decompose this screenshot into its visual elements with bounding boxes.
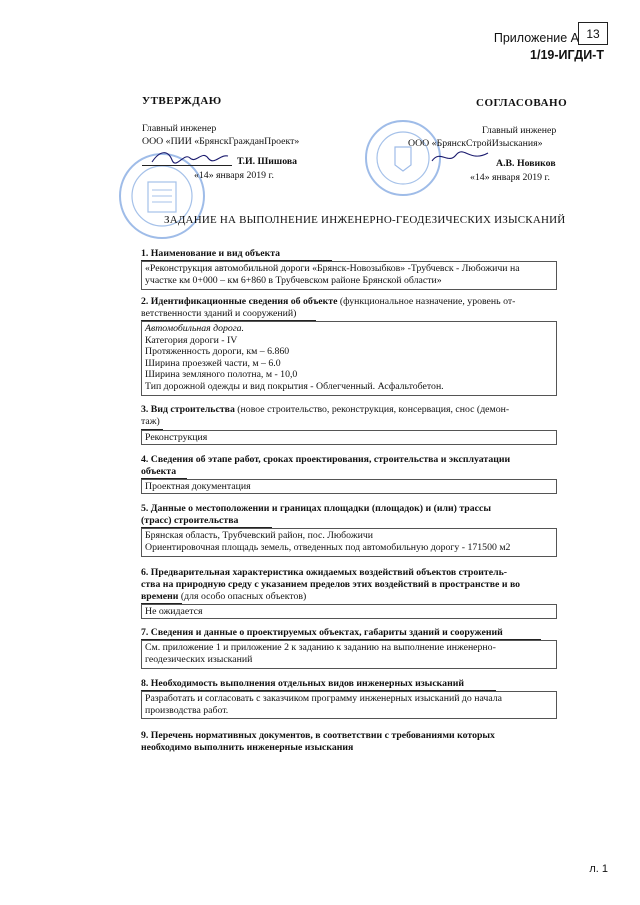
agree-title: СОГЛАСОВАНО [476,97,568,109]
sheet-number: л. 1 [589,863,608,875]
approve-date: «14» января 2019 г. [194,170,274,181]
section-7-heading: 7. Сведения и данные о проектируемых объектах, габариты зданий и сооружений [141,627,503,638]
agree-date: «14» января 2019 г. [470,172,550,183]
section-2-heading-cont: ветственности зданий и сооружений) [141,308,297,319]
section-2-heading: 2. Идентификационные сведения об объекте (функциональное назначение, уровень от- [141,296,516,307]
approve-position: Главный инженер [142,123,217,134]
section-5-box: Брянская область, Трубчевский район, пос. Любожичи Ориентировочная площадь земель, отведенных под автомобильную дорогу - 171500 м2 [141,528,557,557]
section-4-heading-cont: объекта [141,466,177,477]
section-5-heading-cont: (трасс) строительства [141,515,239,526]
section-6-box: Не ожидается [141,604,557,619]
section-5-heading: 5. Данные о местоположении и границах площадки (площадок) и (или) трассы [141,503,491,514]
agree-signature [430,147,490,167]
section-7-box: См. приложение 1 и приложение 2 к заданию к заданию на выполнение инженерно- геодезических изысканий [141,640,557,669]
section-2-box: Автомобильная дорога. Категория дороги - IV Протяженность дороги, км – 6.860 Ширина проезжей части, м – 6.0 Ширина земляного полотна, м - 10,0 Тип дорожной одежды и вид покрытия - Облегченный. Асфальтобетон. [141,321,557,396]
agree-name: А.В. Новиков [496,158,556,169]
section-6-heading: 6. Предварительная характеристика ожидаемых воздействий объектов строитель- [141,567,508,578]
section-1-box: «Реконструкция автомобильной дороги «Брянск-Новозыбков» -Трубчевск - Любожичи на участке км 0+000 – км 6+860 в Трубчевском районе Брянской области» [141,261,557,290]
section-8-box: Разработать и согласовать с заказчиком программу инженерных изысканий до начала производства работ. [141,691,557,719]
document-number: 1/19-ИГДИ-Т [530,48,604,62]
approve-org: ООО «ПИИ «БрянскГражданПроект» [142,136,300,147]
section-9-heading-cont: необходимо выполнить инженерные изыскания [141,742,354,753]
section-8-heading: 8. Необходимость выполнения отдельных видов инженерных изысканий [141,678,465,689]
section-6-heading-cont2: времени (для особо опасных объектов) [141,591,307,602]
appendix-label: Приложение А [493,31,579,45]
section-1-heading: 1. Наименование и вид объекта [141,248,281,259]
section-4-box: Проектная документация [141,479,557,494]
approve-title: УТВЕРЖДАЮ [142,95,222,107]
approve-name: Т.И. Шишова [237,156,298,167]
section-9-heading: 9. Перечень нормативных документов, в соответствии с требованиями которых [141,730,495,741]
agree-position: Главный инженер [482,125,557,136]
section-3-heading: 3. Вид строительства (новое строительство, реконструкция, консервация, снос (демон- [141,404,510,415]
section-4-heading: 4. Сведения об этапе работ, сроках проектирования, строительства и эксплуатации [141,454,511,465]
section-6-heading-cont: ства на природную среду с указанием пределов этих воздействий в пространстве и во [141,579,521,590]
agree-org: ООО «БрянскСтройИзыскания» [408,138,543,149]
task-title: ЗАДАНИЕ НА ВЫПОЛНЕНИЕ ИНЖЕНЕРНО-ГЕОДЕЗИЧЕСКИХ ИЗЫСКАНИЙ [164,214,566,226]
section-3-box: Реконструкция [141,430,557,445]
section-3-heading-cont: таж) [141,416,160,427]
page-number-box: 13 [578,22,608,45]
